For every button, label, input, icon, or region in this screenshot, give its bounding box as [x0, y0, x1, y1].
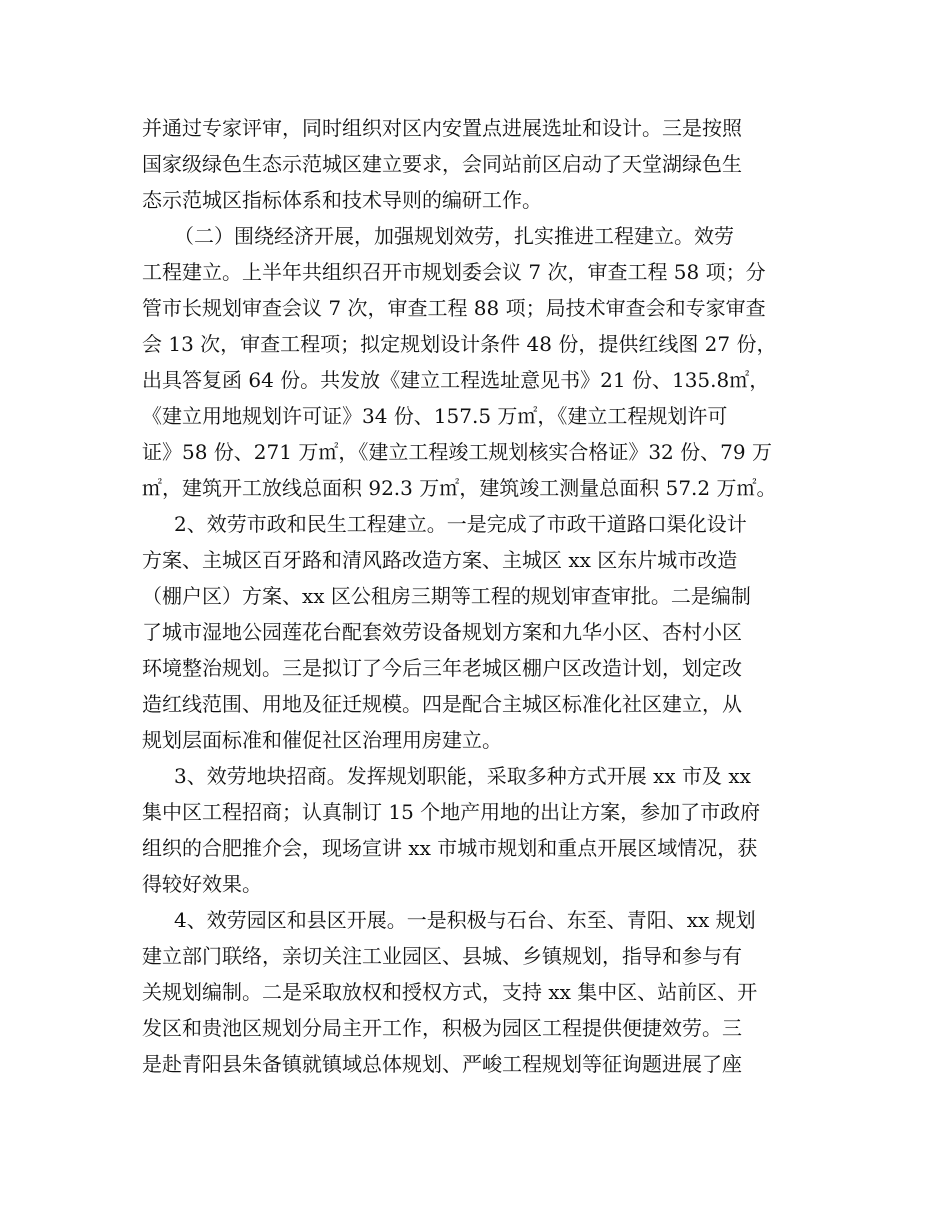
- paragraph-line: 会 13 次，审查工程项；拟定规划设计条件 48 份，提供红线图 27 份，: [142, 332, 777, 356]
- paragraph-line: 造红线范围、用地及征迁规模。四是配合主城区标准化社区建立，从: [142, 692, 742, 716]
- document-body: [142, 110, 812, 1082]
- paragraph-line: 关规划编制。二是采取放权和授权方式，支持 xx 集中区、站前区、开: [142, 980, 758, 1004]
- paragraph-line: 《建立用地规划许可证》34 份、157.5 万㎡，《建立工程规划许可: [142, 404, 728, 428]
- paragraph-line: 建立部门联络，亲切关注工业园区、县城、乡镇规划，指导和参与有: [142, 944, 742, 968]
- paragraph-line: 并通过专家评审，同时组织对区内安置点进展选址和设计。三是按照: [142, 116, 742, 140]
- paragraph-line: 4、效劳园区和县区开展。一是积极与石台、东至、青阳、xx 规划: [174, 908, 756, 932]
- paragraph-line: ㎡，建筑开工放线总面积 92.3 万㎡，建筑竣工测量总面积 57.2 万㎡。: [142, 476, 777, 500]
- paragraph-line: 了城市湿地公园莲花台配套效劳设备规划方案和九华小区、杏村小区: [142, 620, 742, 644]
- paragraph-line: 是赴青阳县朱备镇就镇域总体规划、严峻工程规划等征询题进展了座: [142, 1052, 742, 1076]
- paragraph-line: 集中区工程招商；认真制订 15 个地产用地的出让方案，参加了市政府: [142, 800, 761, 824]
- paragraph-line: 证》58 份、271 万㎡，《建立工程竣工规划核实合格证》32 份、79 万: [142, 440, 772, 464]
- paragraph-line: 3、效劳地块招商。发挥规划职能，采取多种方式开展 xx 市及 xx: [174, 764, 751, 788]
- paragraph-line: 方案、主城区百牙路和清风路改造方案、主城区 xx 区东片城市改造: [142, 548, 738, 572]
- paragraph-line: 环境整治规划。三是拟订了今后三年老城区棚户区改造计划，划定改: [142, 656, 742, 680]
- paragraph-line: 得较好效果。: [142, 872, 262, 896]
- paragraph-line: 工程建立。上半年共组织召开市规划委会议 7 次，审查工程 58 项；分: [142, 260, 766, 284]
- paragraph: [142, 506, 812, 758]
- paragraph-line: 2、效劳市政和民生工程建立。一是完成了市政干道路口渠化设计: [174, 512, 747, 536]
- paragraph-line: 组织的合肥推介会，现场宣讲 xx 市城市规划和重点开展区域情况，获: [142, 836, 758, 860]
- paragraph: [142, 758, 812, 902]
- paragraph: [142, 110, 812, 218]
- paragraph-line: 管市长规划审查会议 7 次，审查工程 88 项；局技术审查会和专家审查: [142, 296, 766, 320]
- paragraph-line: （棚户区）方案、xx 区公租房三期等工程的规划审查审批。二是编制: [142, 584, 751, 608]
- paragraph-line: （二）围绕经济开展，加强规划效劳，扎实推进工程建立。效劳: [174, 224, 734, 248]
- paragraph-line: 国家级绿色生态示范城区建立要求，会同站前区启动了天堂湖绿色生: [142, 152, 742, 176]
- paragraph-line: 态示范城区指标体系和技术导则的编研工作。: [142, 188, 542, 212]
- paragraph: [142, 218, 812, 506]
- paragraph-line: 发区和贵池区规划分局主开工作，积极为园区工程提供便捷效劳。三: [142, 1016, 742, 1040]
- paragraph-line: 规划层面标准和催促社区治理用房建立。: [142, 728, 502, 752]
- paragraph-line: 出具答复函 64 份。共发放《建立工程选址意见书》21 份、135.8㎡，: [142, 368, 770, 392]
- paragraph: [142, 902, 812, 1082]
